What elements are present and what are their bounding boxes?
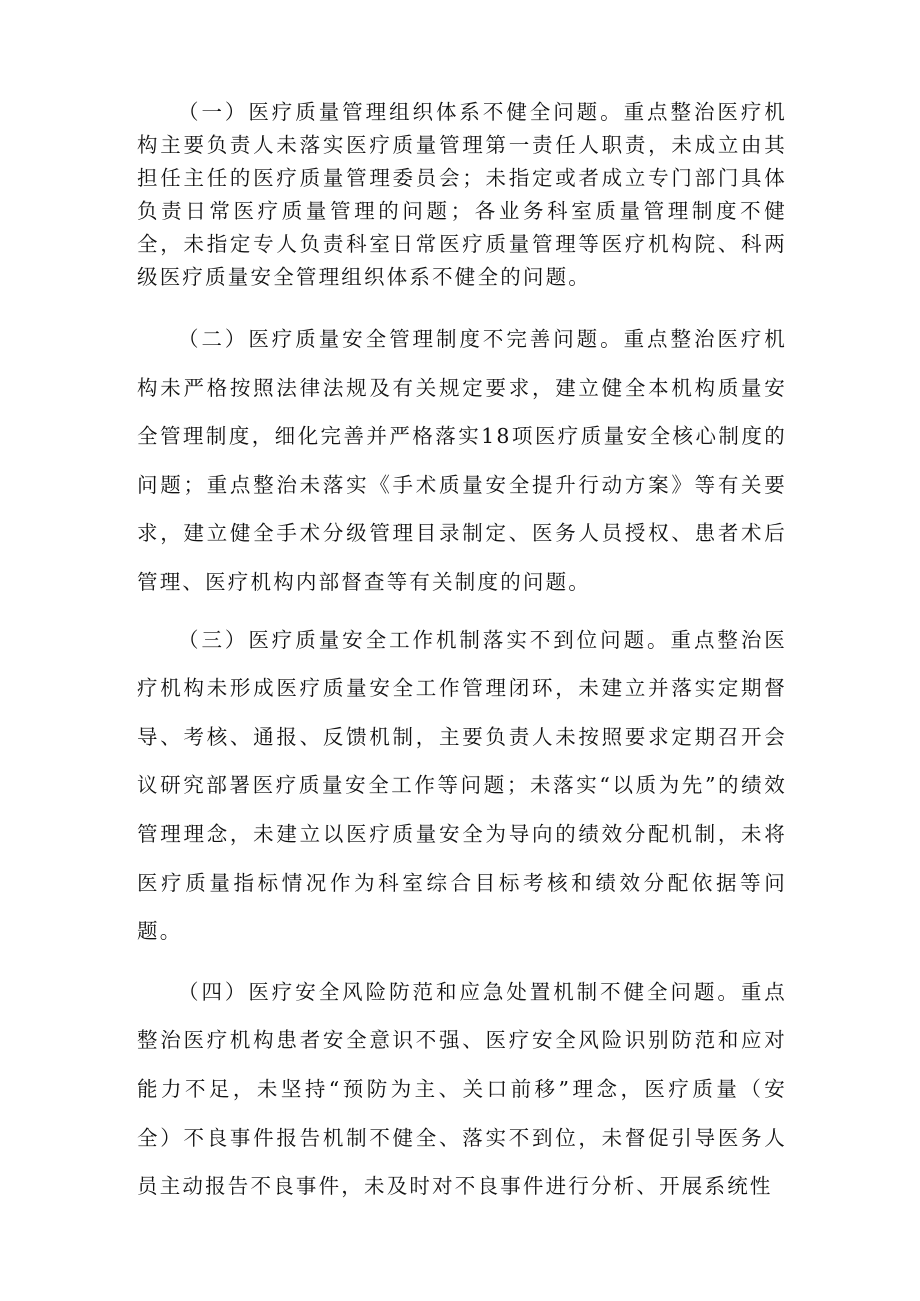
paragraph-3: （三）医疗质量安全工作机制落实不到位问题。重点整治医疗机构未形成医疗质量安全工作管理闭环，未建立并落实定期督导、考核、通报、反馈机制，主要负责人未按照要求定期召开会议研究部署医疗质量安全工作等问题；未落实“以质为先”的绩效管理理念，未建立以医疗质量安全为导向的绩效分配机制，未将医疗质量指标情况作为科室综合目标考核和绩效分配依据等问题。	[137, 627, 787, 944]
document-body	[137, 96, 787, 1211]
paragraph-2: （二）医疗质量安全管理制度不完善问题。重点整治医疗机构未严格按照法律法规及有关规定要求，建立健全本机构质量安全管理制度，细化完善并严格落实18项医疗质量安全核心制度的问题；重点整治未落实《手术质量安全提升行动方案》等有关要求，建立健全手术分级管理目录制定、医务人员授权、患者术后管理、医疗机构内部督查等有关制度的问题。	[137, 327, 787, 594]
paragraph-1: （一）医疗质量管理组织体系不健全问题。重点整治医疗机构主要负责人未落实医疗质量管理第一责任人职责，未成立由其担任主任的医疗质量管理委员会；未指定或者成立专门部门具体负责日常医疗质量管理的问题；各业务科室质量管理制度不健全，未指定专人负责科室日常医疗质量管理等医疗机构院、科两级医疗质量安全管理组织体系不健全的问题。	[137, 100, 787, 289]
paragraph-4: （四）医疗安全风险防范和应急处置机制不健全问题。重点整治医疗机构患者安全意识不强、医疗安全风险识别防范和应对能力不足，未坚持“预防为主、关口前移”理念，医疗质量（安全）不良事件报告机制不健全、落实不到位，未督促引导医务人员主动报告不良事件，未及时对不良事件进行分析、开展系统性	[137, 979, 787, 1199]
